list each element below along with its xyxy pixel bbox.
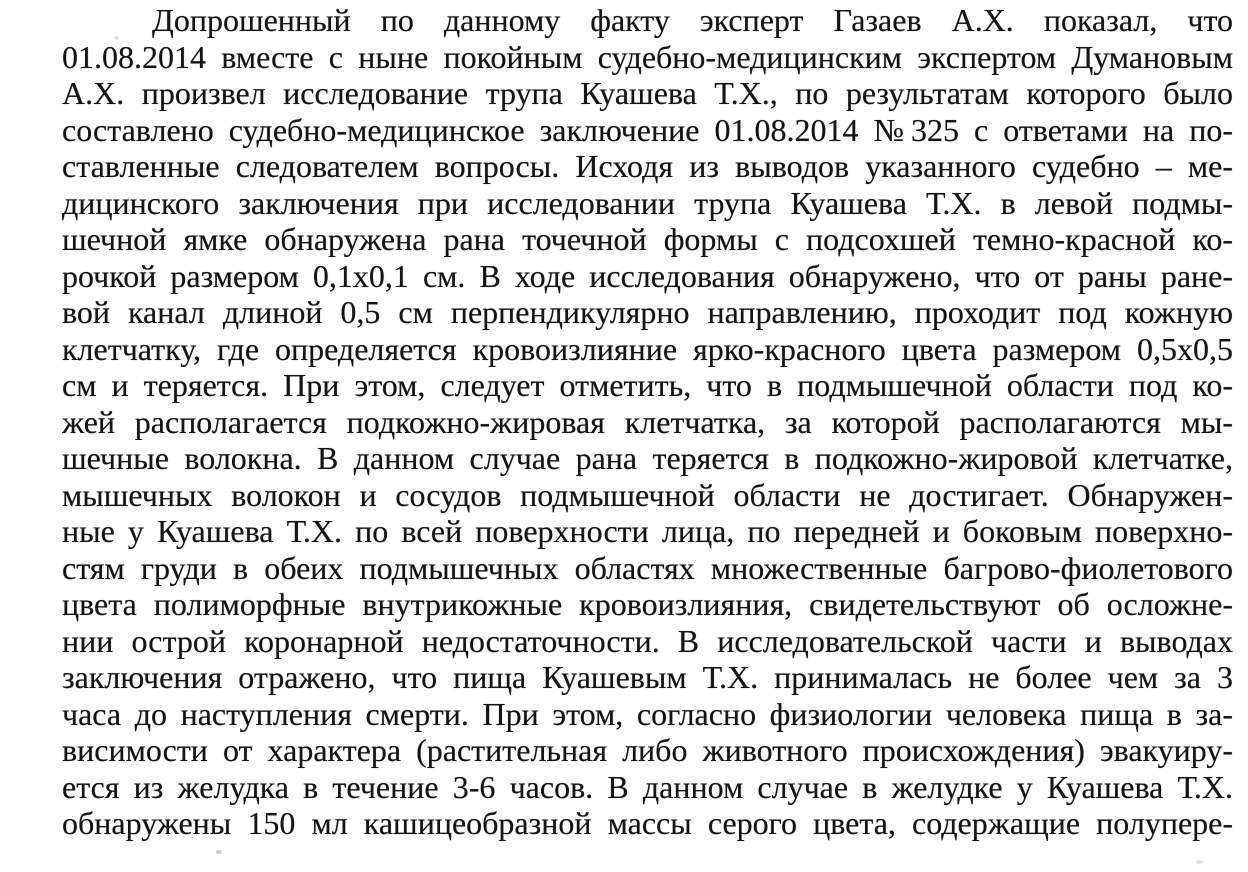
text-line: рочкой размером 0,1х0,1 см. В ходе исследования обнаружено, что от раны ране- <box>62 257 1233 294</box>
document-paragraph <box>62 2 1233 842</box>
text-line: цвета полиморфные внутрикожные кровоизлияния, свидетельствуют об осложне- <box>62 586 1233 622</box>
text-line: жей располагается подкожно-жировая клетчатка, за которой располагаются мы- <box>62 403 1233 440</box>
scan-artifact <box>114 36 119 40</box>
text-line: часа до наступления смерти. При этом, согласно физиологии человека пища в за- <box>62 695 1233 732</box>
text-line: мышечных волокон и сосудов подмышечной области не достигает. Обнаружен- <box>62 476 1233 513</box>
text-line: заключения отражено, что пища Куашевым Т.Х. принималась не более чем за 3 <box>62 659 1233 695</box>
text-line: шечные волокна. В данном случае рана теряется в подкожно-жировой клетчатке, <box>62 440 1233 476</box>
text-line: А.Х. произвел исследование трупа Куашева Т.Х., по результатам которого было <box>62 75 1233 111</box>
text-line: нии острой коронарной недостаточности. В исследовательской части и выводах <box>62 622 1233 659</box>
page-body <box>62 2 1233 842</box>
text-line: см и теряется. При этом, следует отметить, что в подмышечной области под ко- <box>62 367 1233 403</box>
text-line: ные у Куашева Т.Х. по всей поверхности лица, по передней и боковым поверхно- <box>62 513 1233 549</box>
text-line: шечной ямке обнаружена рана точечной формы с подсохшей темно-красной ко- <box>62 221 1233 257</box>
text-line: висимости от характера (растительная либо животного происхождения) эвакуиру- <box>62 732 1233 768</box>
text-line: обнаружены 150 мл кашицеобразной массы серого цвета, содержащие полупере- <box>62 805 1233 841</box>
text-line: ставленные следователем вопросы. Исходя из выводов указанного судебно – ме- <box>62 148 1233 184</box>
text-line: Допрошенный по данному факту эксперт Газаев А.Х. показал, что <box>152 2 1233 38</box>
text-line: стям груди в обеих подмышечных областях множественные багрово-фиолетового <box>62 549 1233 586</box>
scan-artifact <box>1196 860 1203 864</box>
text-line: 01.08.2014 вместе с ныне покойным судебно-медицинским экспертом Думановым <box>62 38 1233 75</box>
scan-artifact <box>216 850 222 854</box>
text-line: составлено судебно-медицинское заключение 01.08.2014 №325 с ответами на по- <box>62 111 1233 148</box>
text-line: дицинского заключения при исследовании трупа Куашева Т.Х. в левой подмы- <box>62 184 1233 221</box>
text-line: вой канал длиной 0,5 см перпендикулярно направлению, проходит под кожную <box>62 294 1233 330</box>
text-line: ется из желудка в течение 3-6 часов. В данном случае в желудке у Куашева Т.Х. <box>62 768 1233 805</box>
text-line: клетчатку, где определяется кровоизлияние ярко-красного цвета размером 0,5х0,5 <box>62 330 1233 367</box>
